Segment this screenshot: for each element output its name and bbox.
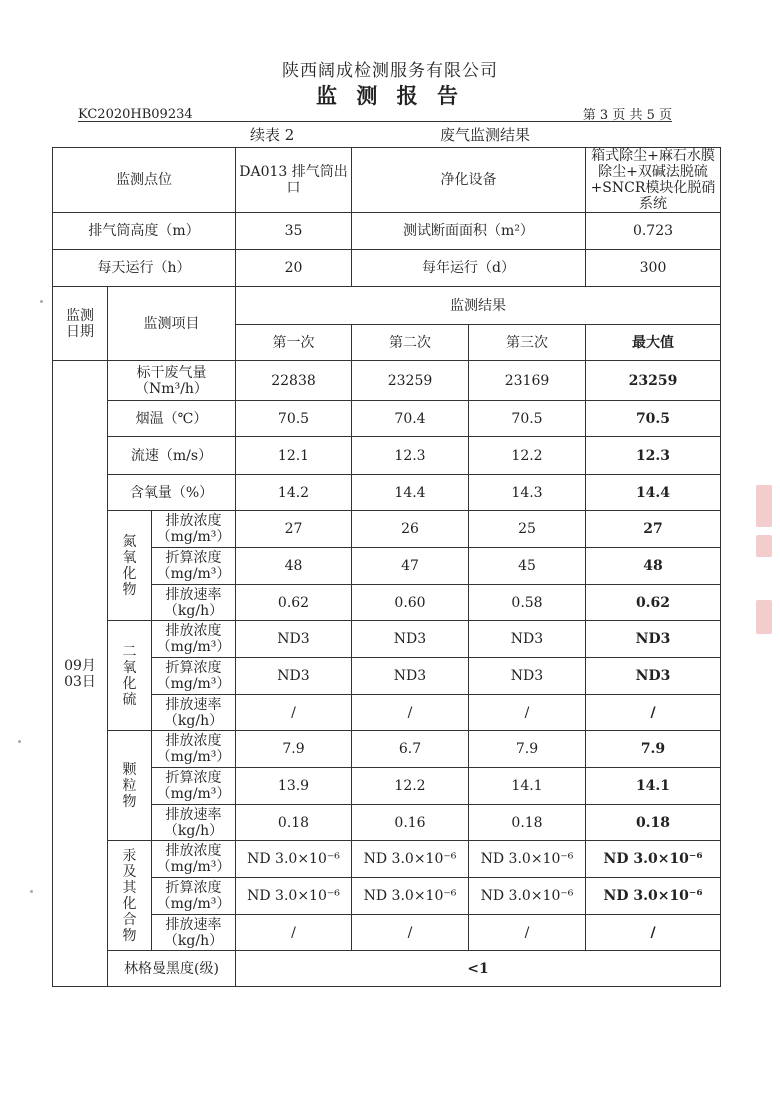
table-title: 废气监测结果	[440, 126, 531, 144]
max-value: 27	[586, 511, 721, 548]
height-value: 35	[236, 213, 352, 250]
run-value: 12.2	[469, 437, 586, 475]
run-value: /	[236, 695, 352, 731]
run-value: 70.5	[469, 401, 586, 437]
run-value: /	[469, 915, 586, 951]
general-row	[53, 361, 721, 401]
run-value: 7.9	[236, 731, 352, 768]
area-label: 测试断面面积（m²）	[352, 213, 586, 250]
table-number: 续表 2	[250, 126, 295, 144]
item-name: 含氧量（%）	[108, 475, 236, 511]
report-number: KC2020HB09234	[78, 107, 193, 122]
yearly-label: 每年运行（d）	[352, 250, 586, 287]
max-header: 最大值	[586, 325, 721, 361]
date-header	[53, 287, 108, 361]
run-value: 12.1	[236, 437, 352, 475]
daily-label: 每天运行（h）	[53, 250, 236, 287]
seal-stamp-fragment	[756, 600, 772, 634]
date-cell	[53, 361, 108, 987]
purifier-value: 箱式除尘+麻石水膜除尘+双碱法脱硫+SNCR模块化脱硝系统	[586, 148, 721, 213]
info-row-point	[53, 148, 721, 213]
run-value: 12.2	[352, 768, 469, 805]
pollutant-name-text: 氮氧化物	[122, 533, 137, 598]
max-value: 70.5	[586, 401, 721, 437]
ringelmann-value: <1	[236, 951, 721, 987]
run-value: /	[352, 695, 469, 731]
area-value: 0.723	[586, 213, 721, 250]
run-value: 47	[352, 548, 469, 585]
pollutant-row	[53, 768, 721, 805]
run-value: /	[352, 915, 469, 951]
company-name: 陕西阔成检测服务有限公司	[282, 61, 498, 81]
max-value: ND3	[586, 621, 721, 658]
run-value: 70.4	[352, 401, 469, 437]
seal-stamp-fragment	[756, 485, 772, 527]
max-value: 12.3	[586, 437, 721, 475]
info-row-operation	[53, 250, 721, 287]
max-value: ND3	[586, 658, 721, 695]
parameter-name: 排放速率（kg/h）	[152, 585, 236, 621]
point-label: 监测点位	[53, 148, 236, 213]
ringelmann-label: 林格曼黑度(级)	[108, 951, 236, 987]
item-name: 烟温（℃）	[108, 401, 236, 437]
run-value: 12.3	[352, 437, 469, 475]
max-value: 14.4	[586, 475, 721, 511]
general-row	[53, 437, 721, 475]
seal-stamp-fragment	[756, 535, 772, 557]
run-value: 14.2	[236, 475, 352, 511]
pollutant-row	[53, 658, 721, 695]
pollutant-row	[53, 511, 721, 548]
run-value: ND 3.0×10⁻⁶	[236, 841, 352, 878]
run-value: 23169	[469, 361, 586, 401]
run-value: ND 3.0×10⁻⁶	[352, 878, 469, 915]
run-value: 26	[352, 511, 469, 548]
pollutant-row	[53, 805, 721, 841]
run-value: 70.5	[236, 401, 352, 437]
max-value: ND 3.0×10⁻⁶	[586, 841, 721, 878]
run-value: ND 3.0×10⁻⁶	[236, 878, 352, 915]
run-value: 27	[236, 511, 352, 548]
run-value: ND 3.0×10⁻⁶	[469, 841, 586, 878]
run-value: 7.9	[469, 731, 586, 768]
item-name: 标干废气量（Nm³/h）	[108, 361, 236, 401]
purifier-label: 净化设备	[352, 148, 586, 213]
column-header-row	[53, 287, 721, 325]
page-indicator: 第 3 页 共 5 页	[582, 108, 672, 123]
max-value: /	[586, 915, 721, 951]
run-value: ND 3.0×10⁻⁶	[469, 878, 586, 915]
max-value: 7.9	[586, 731, 721, 768]
scan-speck	[40, 300, 43, 303]
run-value: 0.18	[469, 805, 586, 841]
max-value: /	[586, 695, 721, 731]
max-value: 48	[586, 548, 721, 585]
run-value: 0.18	[236, 805, 352, 841]
pollutant-row	[53, 878, 721, 915]
run-value: 23259	[352, 361, 469, 401]
parameter-name: 排放浓度（mg/m³）	[152, 511, 236, 548]
pollutant-name	[108, 841, 152, 951]
run-value: 13.9	[236, 768, 352, 805]
parameter-name: 排放浓度（mg/m³）	[152, 621, 236, 658]
parameter-name: 折算浓度（mg/m³）	[152, 658, 236, 695]
run-value: ND 3.0×10⁻⁶	[352, 841, 469, 878]
max-value: 23259	[586, 361, 721, 401]
run-value: ND3	[469, 621, 586, 658]
pollutant-row	[53, 841, 721, 878]
pollutant-name-text: 二氧化硫	[122, 643, 137, 708]
run-value: 0.62	[236, 585, 352, 621]
run-value: /	[236, 915, 352, 951]
parameter-name: 折算浓度（mg/m³）	[152, 878, 236, 915]
header-rule	[78, 121, 672, 122]
run-value: 45	[469, 548, 586, 585]
run-value: 14.4	[352, 475, 469, 511]
date-header-text: 监测日期	[66, 307, 94, 340]
pollutant-row	[53, 915, 721, 951]
run-value: 25	[469, 511, 586, 548]
max-value: 0.62	[586, 585, 721, 621]
scan-speck	[30, 890, 33, 893]
results-table	[52, 147, 721, 987]
run-value: ND3	[236, 658, 352, 695]
run-value: ND3	[352, 658, 469, 695]
parameter-name: 排放浓度（mg/m³）	[152, 731, 236, 768]
parameter-name: 折算浓度（mg/m³）	[152, 548, 236, 585]
run-value: 22838	[236, 361, 352, 401]
parameter-name: 折算浓度（mg/m³）	[152, 768, 236, 805]
pollutant-row	[53, 695, 721, 731]
parameter-name: 排放速率（kg/h）	[152, 805, 236, 841]
max-value: ND 3.0×10⁻⁶	[586, 878, 721, 915]
pollutant-name	[108, 621, 152, 731]
point-value: DA013 排气筒出口	[236, 148, 352, 213]
pollutant-name	[108, 731, 152, 841]
max-value: 0.18	[586, 805, 721, 841]
item-name: 流速（m/s）	[108, 437, 236, 475]
run-value: ND3	[469, 658, 586, 695]
info-row-height	[53, 213, 721, 250]
parameter-name: 排放速率（kg/h）	[152, 915, 236, 951]
item-header: 监测项目	[108, 287, 236, 361]
pollutant-row	[53, 548, 721, 585]
scan-speck	[18, 740, 21, 743]
run-value: 0.16	[352, 805, 469, 841]
run-value: 0.60	[352, 585, 469, 621]
run-value: 14.1	[469, 768, 586, 805]
date-value: 09月03日	[64, 657, 96, 690]
max-value: 14.1	[586, 768, 721, 805]
pollutant-row	[53, 731, 721, 768]
run-value: 6.7	[352, 731, 469, 768]
run-1-header: 第一次	[236, 325, 352, 361]
report-title: 监 测 报 告	[316, 83, 464, 108]
yearly-value: 300	[586, 250, 721, 287]
run-value: 14.3	[469, 475, 586, 511]
parameter-name: 排放浓度（mg/m³）	[152, 841, 236, 878]
run-value: 48	[236, 548, 352, 585]
run-value: 0.58	[469, 585, 586, 621]
run-3-header: 第三次	[469, 325, 586, 361]
ringelmann-row	[53, 951, 721, 987]
pollutant-name	[108, 511, 152, 621]
run-2-header: 第二次	[352, 325, 469, 361]
general-row	[53, 475, 721, 511]
pollutant-row	[53, 621, 721, 658]
run-value: /	[469, 695, 586, 731]
pollutant-name-text: 汞及其化合物	[122, 847, 137, 945]
run-value: ND3	[352, 621, 469, 658]
general-row	[53, 401, 721, 437]
height-label: 排气筒高度（m）	[53, 213, 236, 250]
parameter-name: 排放速率（kg/h）	[152, 695, 236, 731]
run-value: ND3	[236, 621, 352, 658]
daily-value: 20	[236, 250, 352, 287]
pollutant-name-text: 颗粒物	[122, 761, 137, 810]
results-header: 监测结果	[236, 287, 721, 325]
pollutant-row	[53, 585, 721, 621]
